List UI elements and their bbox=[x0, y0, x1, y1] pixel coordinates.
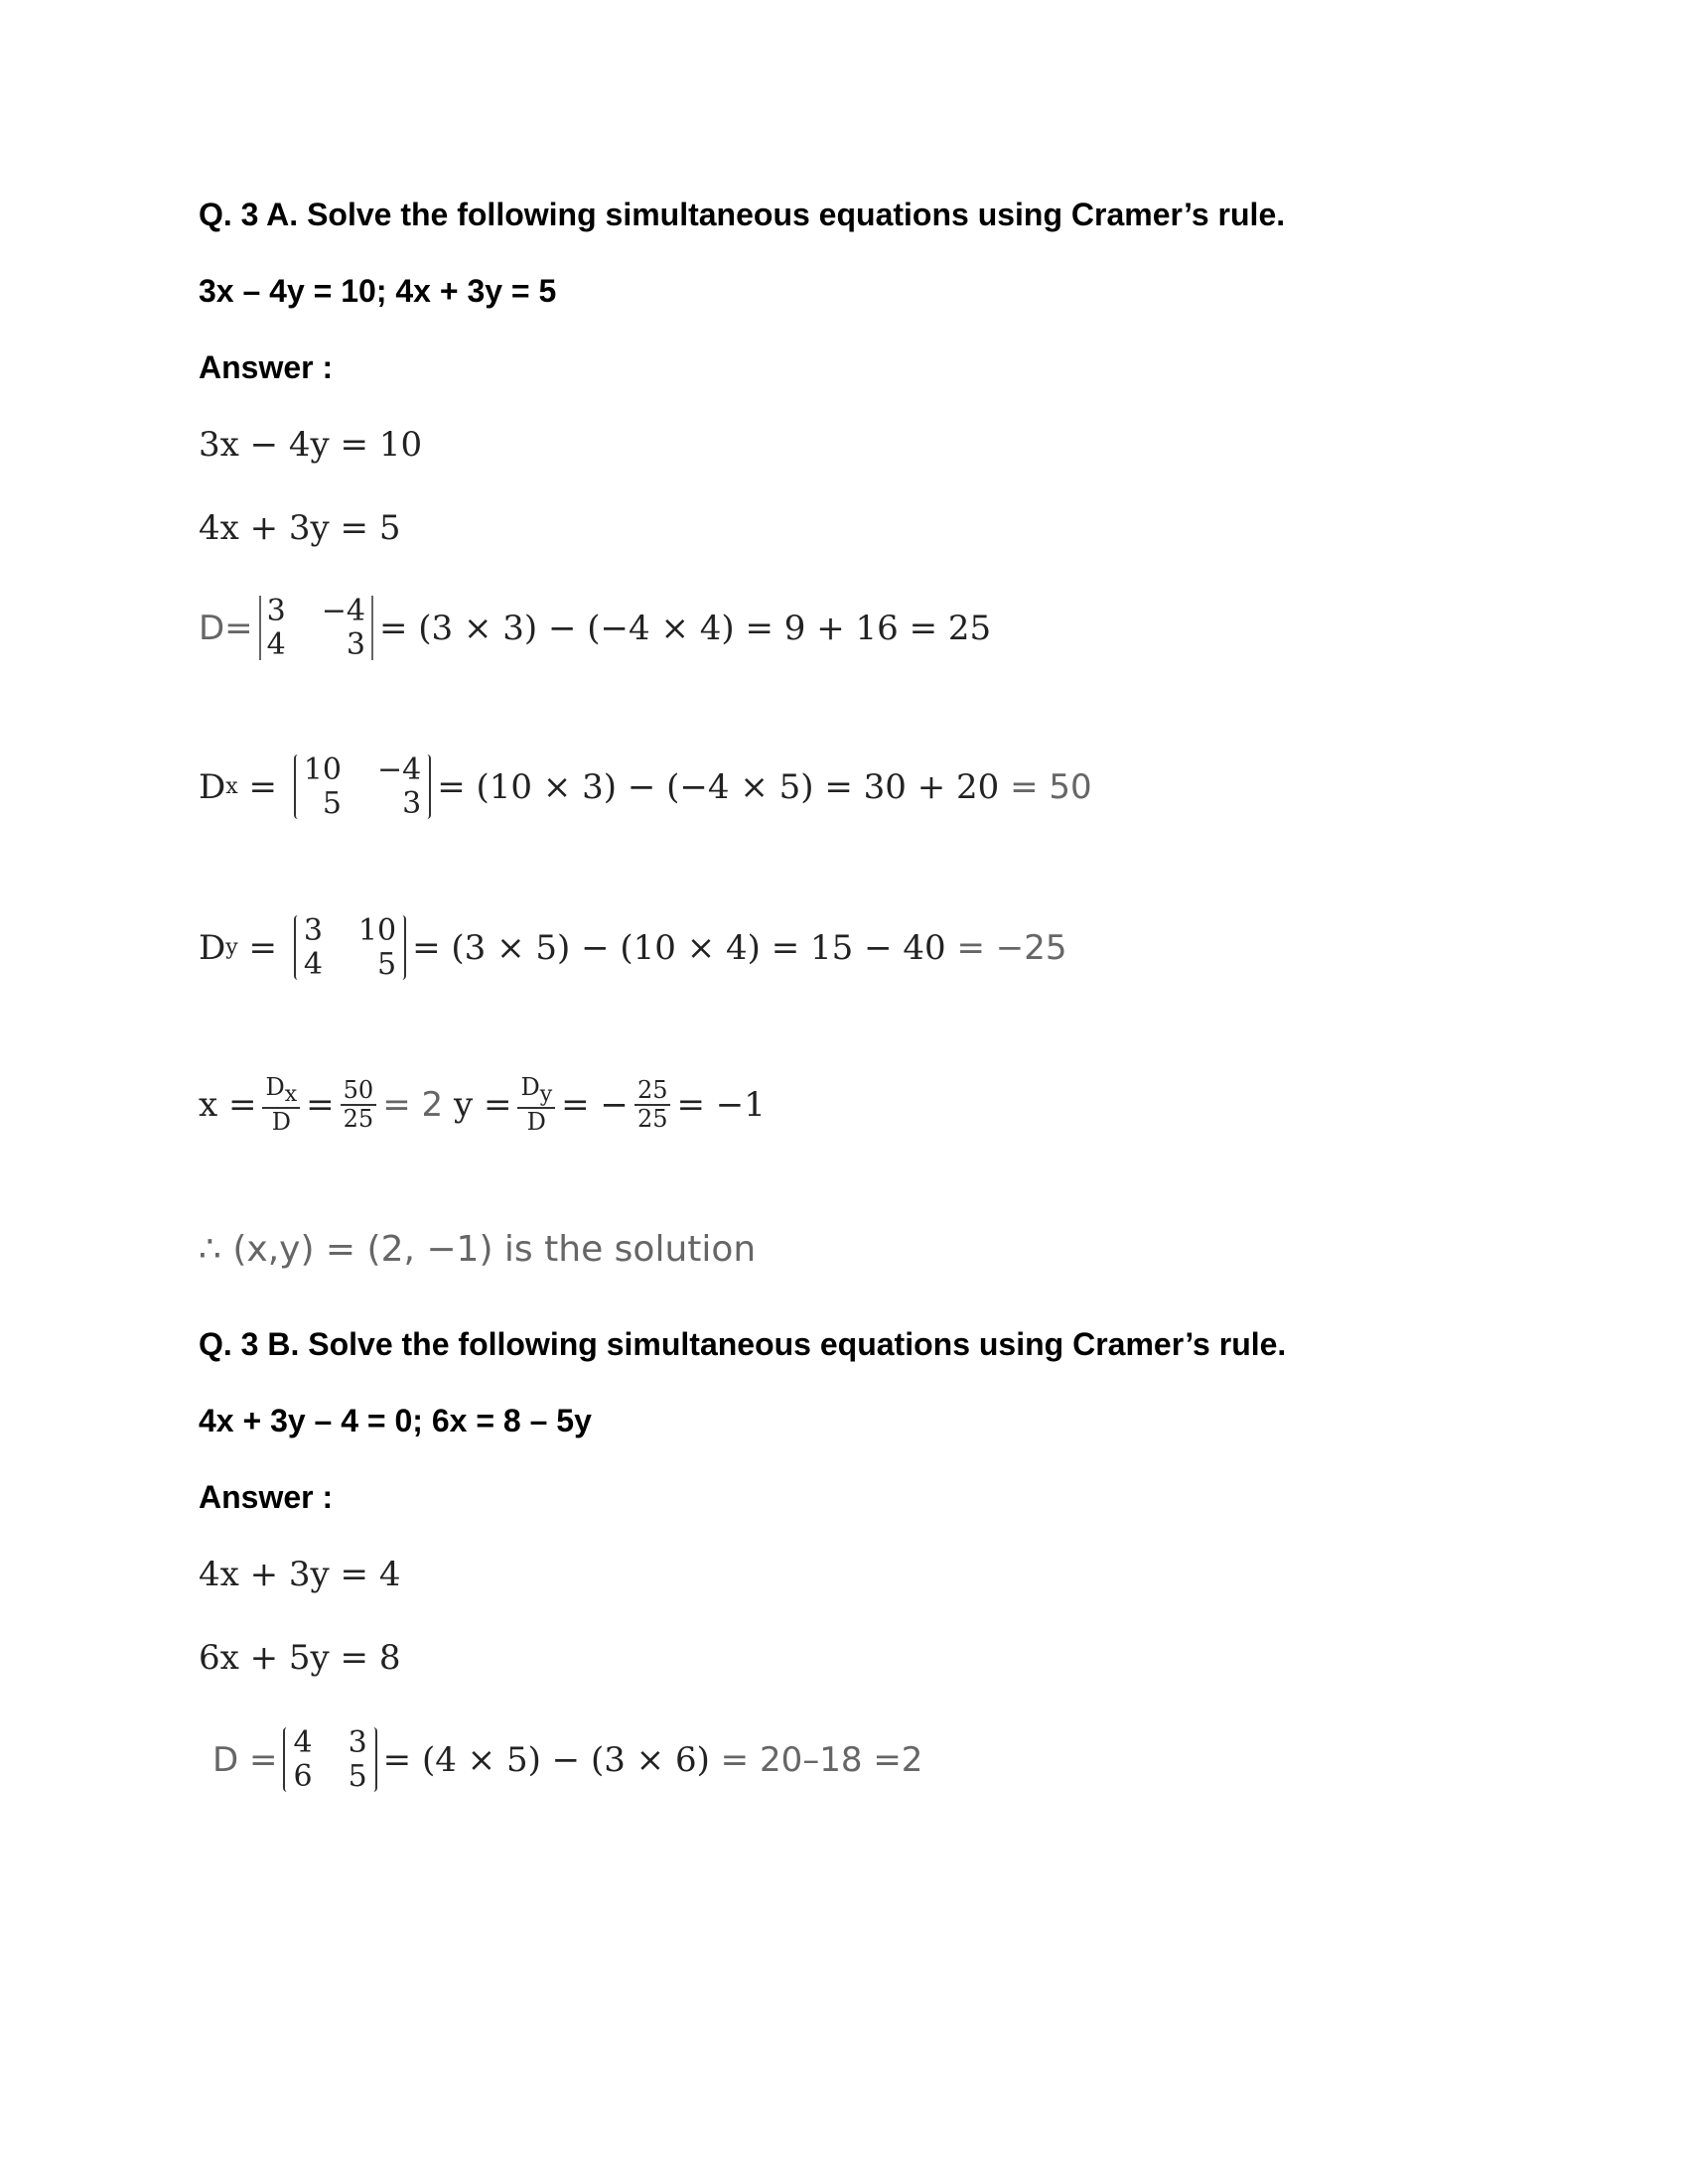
matrix-d: 4 3 6 5 bbox=[283, 1727, 376, 1792]
answer-label: Answer : bbox=[199, 349, 334, 385]
question-3a-equations: 3x – 4y = 10; 4x + 3y = 5 bbox=[199, 273, 557, 309]
question-3b-title: Q. 3 B. Solve the following simultaneous equations using Cramer’s rule. bbox=[199, 1326, 1287, 1362]
equation-2: 6x + 5y = 8 bbox=[199, 1638, 401, 1678]
equation-1: 4x + 3y = 4 bbox=[199, 1555, 401, 1594]
matrix-d: 3 −4 4 3 bbox=[259, 596, 373, 660]
question-3b-equations: 4x + 3y – 4 = 0; 6x = 8 – 5y bbox=[199, 1403, 592, 1438]
answer-label: Answer : bbox=[199, 1479, 334, 1515]
xy-values: x = $\frac{D_x}{D}$ = $\frac{50}{25}$ = 2 y = $\frac{D_y}{D}$ = − $\frac{25}{25}$ = −1 bbox=[199, 1073, 766, 1137]
question-3a-title: Q. 3 A. Solve the following simultaneous equations using Cramer’s rule. bbox=[199, 197, 1286, 232]
determinant-dy: D y = 3 10 4 5 = (3 × 5) − (10 × 4) = 15 − 40 = −25 bbox=[199, 913, 1067, 982]
equation-1: 3x − 4y = 10 bbox=[199, 425, 423, 465]
matrix-dy: 3 10 4 5 bbox=[294, 915, 406, 980]
solution-text: ∴ (x,y) = (2, −1) is the solution bbox=[199, 1229, 757, 1270]
equation-2: 4x + 3y = 5 bbox=[199, 508, 401, 548]
determinant-dx: D x = 10 −4 5 3 = (10 × 3) − (−4 × 5) = 30 + 20 = 50 bbox=[199, 752, 1092, 821]
determinant-d: D= 3 −4 4 3 = (3 × 3) − (−4 × 4) = 9 + 16 = 25 bbox=[199, 594, 992, 662]
matrix-dx: 10 −4 5 3 bbox=[294, 754, 431, 819]
determinant-d: D = 4 3 6 5 = (4 × 5) − (3 × 6) = 20–18 =2 bbox=[212, 1725, 923, 1794]
